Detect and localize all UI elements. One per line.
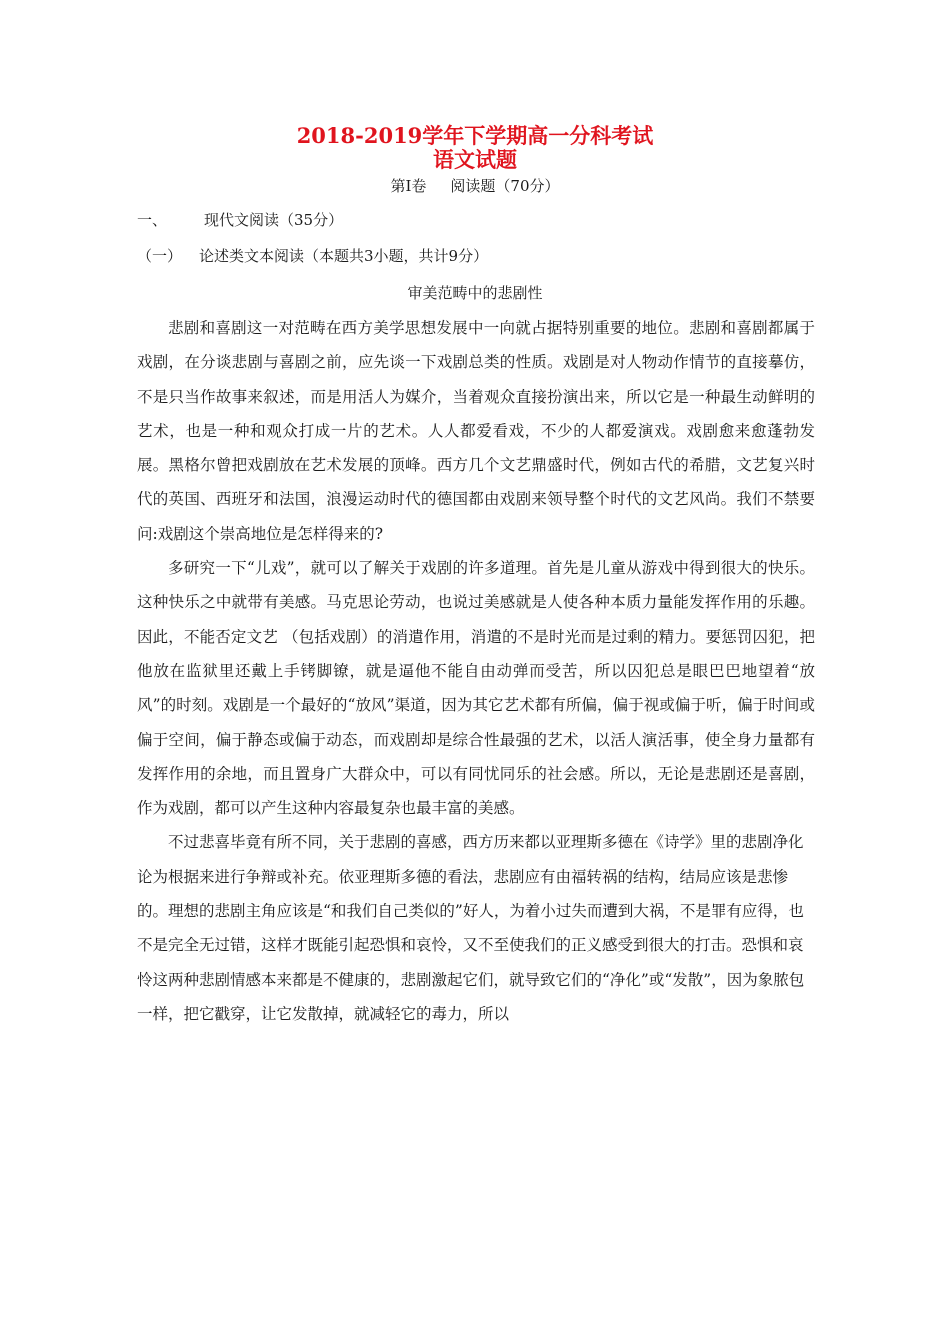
section-heading-2 (137, 246, 488, 266)
article-body (137, 311, 815, 1031)
article-title: 审美范畴中的悲剧性 (407, 284, 543, 302)
subsection-label: 论述类文本阅读（本题共3小题，共计9分） (199, 247, 489, 265)
section-label: 现代文阅读（35分） (204, 211, 344, 229)
section-heading-1 (137, 210, 343, 230)
exam-subtitle: 语文试题 (433, 147, 517, 172)
article-paragraph: 不过悲喜毕竟有所不同，关于悲剧的喜感，西方历来都以亚理斯多德在《诗学》里的悲剧净化论为根据来进行争辩或补充。依亚理斯多德的看法，悲剧应有由福转祸的结构，结局应该是悲惨的。理想的悲剧主角应该是“和我们自己类似的”好人，为着小过失而遭到大祸，不是罪有应得，也不是完全无过错，这样才既能引起恐惧和哀怜，又不至使我们的正义感受到很大的打击。恐惧和哀怜这两种悲剧情感本来都是不健康的，悲剧激起它们，就导致它们的“净化”或“发散”，因为象脓包一样，把它戳穿，让它发散掉，就减轻它的毒力，所以 (137, 833, 805, 1023)
volume-heading (0, 176, 950, 196)
exam-title: 2018-2019学年下学期高一分科考试 (296, 123, 654, 148)
article-paragraph: 多研究一下“儿戏”，就可以了解关于戏剧的许多道理。首先是儿童从游戏中得到很大的快乐。这种快乐之中就带有美感。马克思论劳动，也说过美感就是人使各种本质力量能发挥作用的乐趣。因此，不能否定文艺 （包括戏剧）的消遣作用，消遣的不是时光而是过剩的精力。要惩罚囚犯，把他放在监狱里还戴上手铐脚镣，就是逼他不能自由动弹而受苦，所以囚犯总是眼巴巴地望着“放风”的时刻。戏剧是一个最好的“放风”渠道，因为其它艺术都有所偏，偏于视或偏于听，偏于时间或偏于空间，偏于静态或偏于动态，而戏剧却是综合性最强的艺术，以活人演活事，使全身力量都有发挥作用的余地，而且置身广大群众中，可以有同忧同乐的社会感。所以，无论是悲剧还是喜剧，作为戏剧，都可以产生这种内容最复杂也最丰富的美感。 (137, 559, 815, 818)
volume-name: 阅读题（70分） (450, 177, 560, 195)
article-paragraph: 悲剧和喜剧这一对范畴在西方美学思想发展中一向就占据特别重要的地位。悲剧和喜剧都属于戏剧，在分谈悲剧与喜剧之前，应先谈一下戏剧总类的性质。戏剧是对人物动作情节的直接摹仿，不是只当作故事来叙述，而是用活人为媒介，当着观众直接扮演出来，所以它是一种最生动鲜明的艺术，也是一种和观众打成一片的艺术。人人都爱看戏，不少的人都爱演戏。戏剧愈来愈蓬勃发展。黑格尔曾把戏剧放在艺术发展的顶峰。西方几个文艺鼎盛时代，例如古代的希腊，文艺复兴时代的英国、西班牙和法国，浪漫运动时代的德国都由戏剧来领导整个时代的文艺风尚。我们不禁要问:戏剧这个崇高地位是怎样得来的? (137, 319, 815, 543)
subsection-number: （一） (137, 247, 183, 265)
section-number: 一、 (137, 211, 168, 229)
volume-label: 第Ⅰ卷 (390, 177, 427, 195)
